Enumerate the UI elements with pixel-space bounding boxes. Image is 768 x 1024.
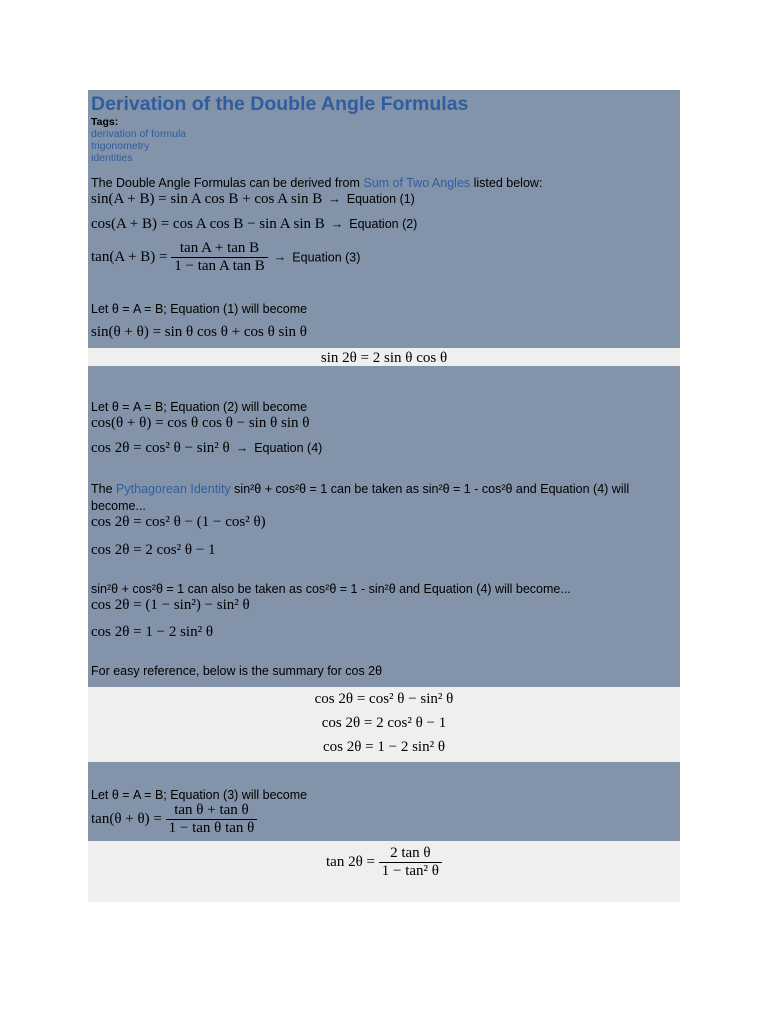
summary-band xyxy=(88,687,680,762)
tag-link[interactable]: identities xyxy=(91,152,133,164)
result-band xyxy=(88,348,680,366)
tan2-result: tan 2θ = $\frac{\text{2 tan θ}}{\text{1 − tan² θ}}$ xyxy=(88,845,680,880)
pyth-line2: cos 2θ = 2 cos² θ − 1 xyxy=(91,542,216,558)
cos-section xyxy=(88,366,680,687)
section3-text: Let θ = A = B; Equation (3) will become xyxy=(91,788,308,802)
fraction: $\frac{\text{tan θ + tan θ}}{\text{1 − tan θ tan θ}}$ xyxy=(166,802,258,837)
intro-text: The Double Angle Formulas can be derived from Sum of Two Angles listed below: xyxy=(91,176,543,190)
pythagorean-text: The Pythagorean Identity sin²θ + cos²θ = 1 can be taken as sin²θ = 1 - cos²θ and Equation (4) will xyxy=(91,482,630,496)
alt-line2: cos 2θ = 1 − 2 sin² θ xyxy=(91,624,214,640)
section1-equation: sin(θ + θ) = sin θ cos θ + cos θ sin θ xyxy=(91,324,307,340)
pythagorean-identity-link[interactable]: Pythagorean Identity xyxy=(116,482,231,496)
equation-3: tan(A + B) = $\frac{\text{tan A + tan B}}{\text{1 − tan A tan B}}$ → Equation (3) xyxy=(91,240,361,274)
pyth-line1: cos 2θ = cos² θ − (1 − cos² θ) xyxy=(91,514,266,530)
summary-formula-2: cos 2θ = 2 cos² θ − 1 xyxy=(321,715,447,731)
equation-1: sin(A + B) = sin A cos B + cos A sin B → Equation (1) xyxy=(91,191,415,207)
section2-line1: cos(θ + θ) = cos θ cos θ − sin θ sin θ xyxy=(91,415,310,431)
section2-text: Let θ = A = B; Equation (2) will become xyxy=(91,400,308,414)
summary-text: For easy reference, below is the summary for cos 2θ xyxy=(91,664,383,678)
tags-label: Tags: xyxy=(91,116,119,128)
header-section xyxy=(88,90,680,348)
section3-equation: tan(θ + θ) = $\frac{\text{tan θ + tan θ}}{\text{1 − tan θ tan θ}}$ xyxy=(91,802,257,837)
page-title: Derivation of the Double Angle Formulas xyxy=(91,93,469,115)
equation-2: cos(A + B) = cos A cos B − sin A sin B → Equation (2) xyxy=(91,216,418,232)
pythagorean-text-cont: become... xyxy=(91,499,146,513)
fraction: $\frac{\text{tan A + tan B}}{\text{1 − tan A tan B}}$ xyxy=(171,240,268,275)
arrow-icon: → xyxy=(330,217,344,231)
alt-line1: cos 2θ = (1 − sin²) − sin² θ xyxy=(91,597,250,613)
tag-link[interactable]: derivation of formula xyxy=(91,128,187,140)
summary-formula-3: cos 2θ = 1 − 2 sin² θ xyxy=(322,739,446,755)
arrow-icon: → xyxy=(235,441,249,455)
summary-formula-1: cos 2θ = cos² θ − sin² θ xyxy=(314,691,454,707)
arrow-icon: → xyxy=(328,192,341,206)
sum-of-two-angles-link[interactable]: Sum of Two Angles xyxy=(363,176,471,190)
section1-text: Let θ = A = B; Equation (1) will become xyxy=(91,302,308,316)
tan-result-band xyxy=(88,841,680,902)
sin2-result: sin 2θ = 2 sin θ cos θ xyxy=(320,350,448,366)
tag-link[interactable]: trigonometry xyxy=(91,140,150,152)
fraction: $\frac{\text{2 tan θ}}{\text{1 − tan² θ}}$ xyxy=(379,845,442,880)
alt-text: sin²θ + cos²θ = 1 can also be taken as cos²θ = 1 - sin²θ and Equation (4) will become... xyxy=(91,582,571,596)
article xyxy=(88,90,680,902)
section2-line2: cos 2θ = cos² θ − sin² θ → Equation (4) xyxy=(91,440,323,456)
arrow-icon: → xyxy=(273,250,287,264)
tan-section xyxy=(88,762,680,841)
